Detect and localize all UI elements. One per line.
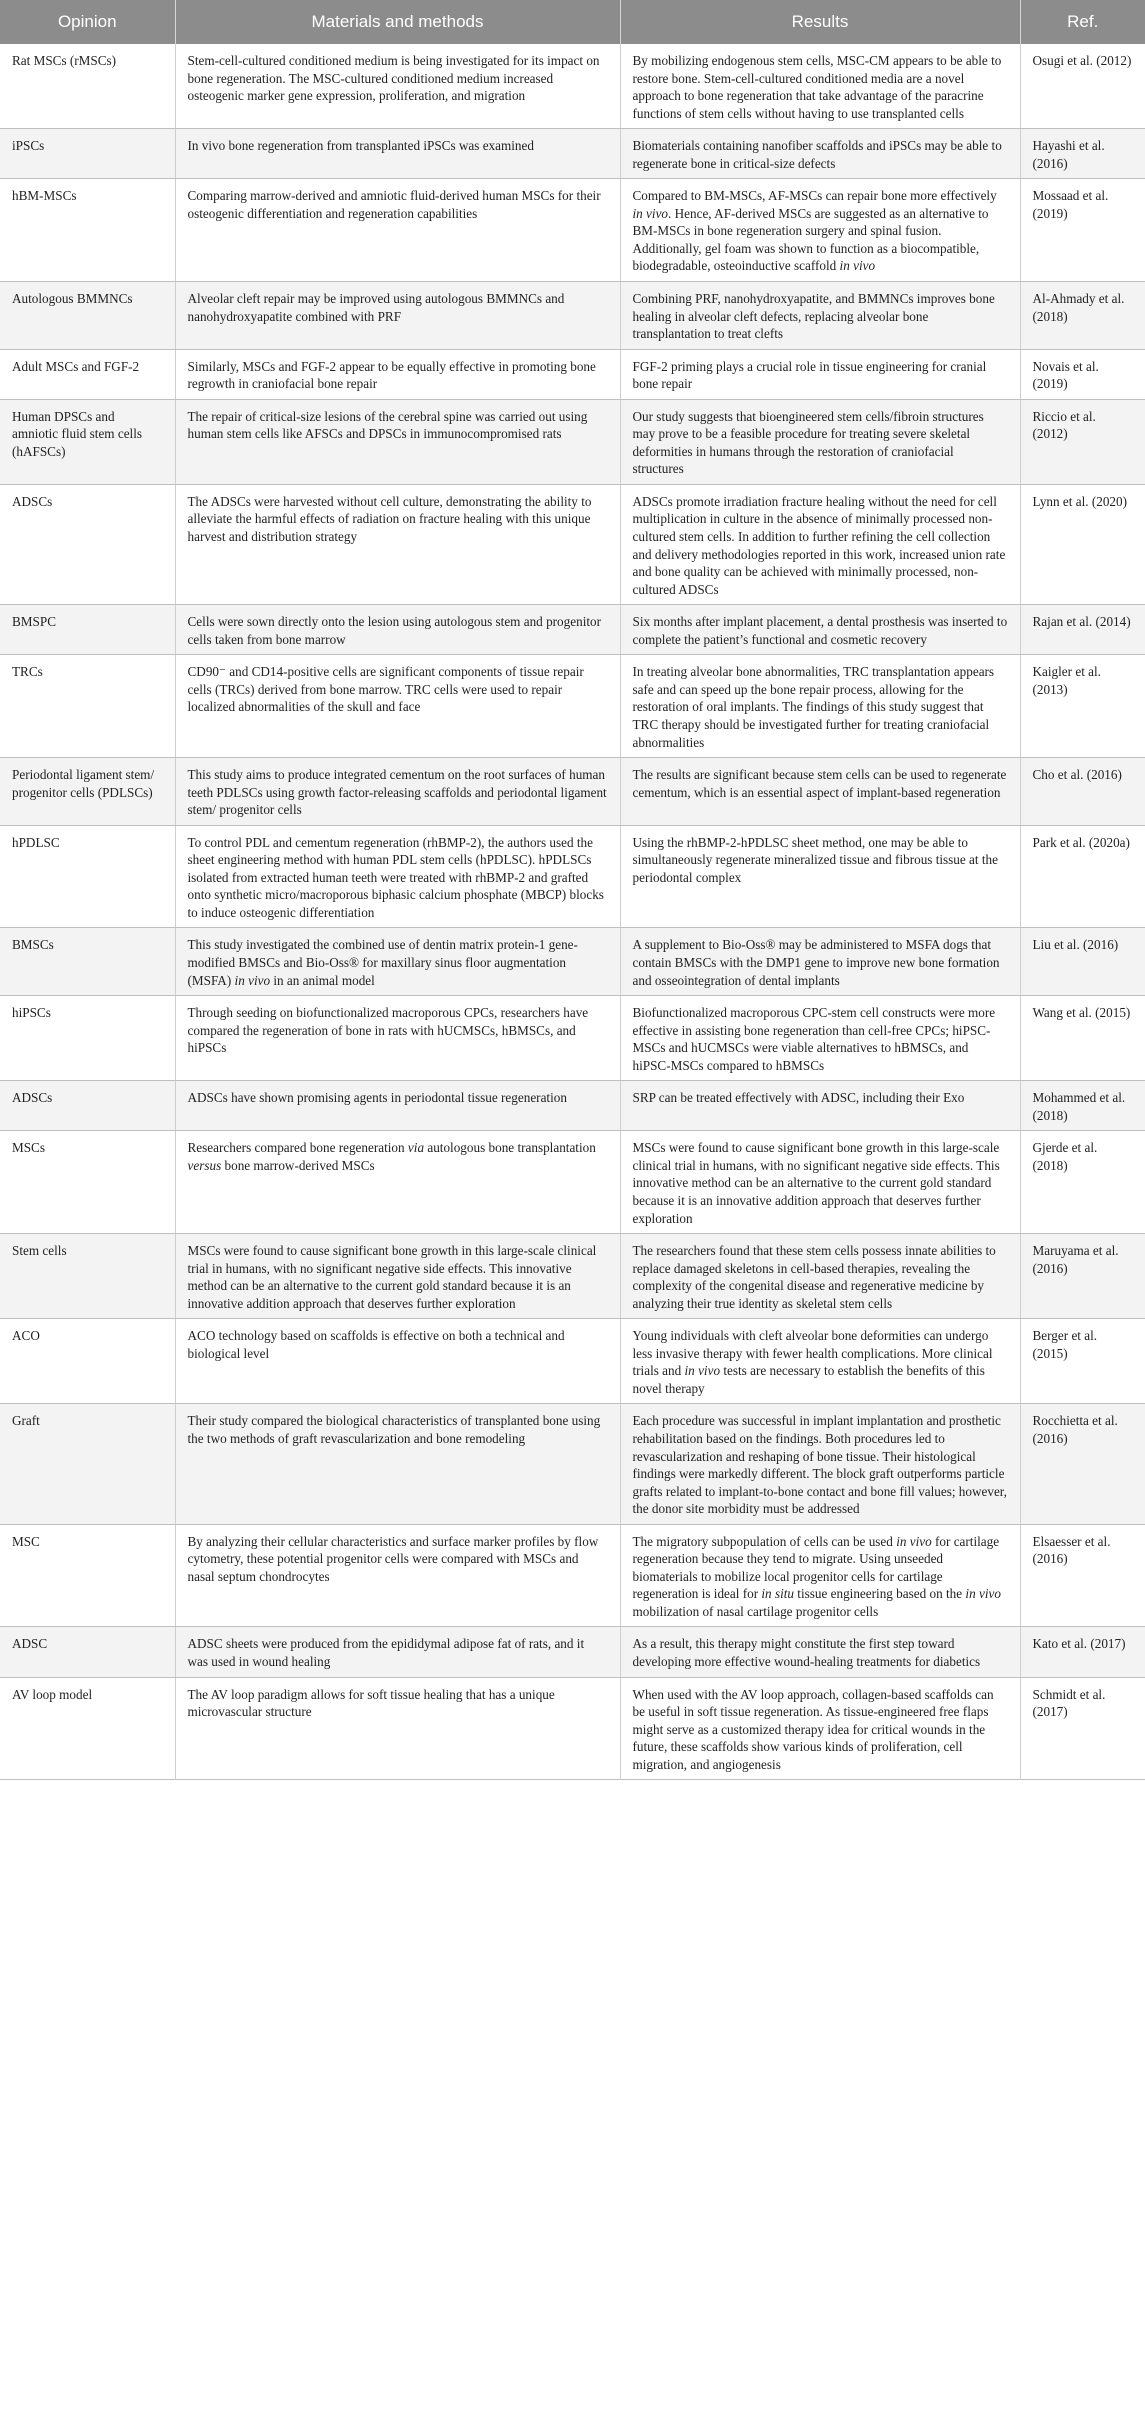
cell-materials-methods: The repair of critical-size lesions of the cerebral spine was carried out using human stem cells like AFSCs and DPSCs in immunocompromised rats xyxy=(175,399,620,484)
table-row xyxy=(0,282,1145,350)
cell-materials-methods: ADSC sheets were produced from the epididymal adipose fat of rats, and it was used in wound healing xyxy=(175,1627,620,1677)
cell-materials-methods: Comparing marrow-derived and amniotic fluid-derived human MSCs for their osteogenic differentiation and regeneration capabilities xyxy=(175,179,620,282)
table-row xyxy=(0,349,1145,399)
header-results: Results xyxy=(620,0,1020,44)
cell-ref: Gjerde et al. (2018) xyxy=(1020,1131,1145,1234)
cell-results: In treating alveolar bone abnormalities, TRC transplantation appears safe and can speed up the bone repair process, allowing for the restoration of oral implants. The findings of this study suggest that TRC therapy should be investigated further for treating craniofacial abnormalities xyxy=(620,655,1020,758)
cell-materials-methods: This study investigated the combined use of dentin matrix protein-1 gene-modified BMSCs and Bio-Oss® for maxillary sinus floor augmentation (MSFA) in vivo in an animal model xyxy=(175,928,620,996)
table-row xyxy=(0,484,1145,604)
table-row xyxy=(0,655,1145,758)
cell-ref: Lynn et al. (2020) xyxy=(1020,484,1145,604)
cell-opinion: iPSCs xyxy=(0,129,175,179)
cell-materials-methods: Through seeding on biofunctionalized macroporous CPCs, researchers have compared the regeneration of bone in rats with hUCMSCs, hBMSCs, and hiPSCs xyxy=(175,996,620,1081)
cell-results: Six months after implant placement, a dental prosthesis was inserted to complete the patient’s functional and cosmetic recovery xyxy=(620,605,1020,655)
cell-ref: Mossaad et al. (2019) xyxy=(1020,179,1145,282)
cell-materials-methods: Cells were sown directly onto the lesion using autologous stem and progenitor cells taken from bone marrow xyxy=(175,605,620,655)
cell-results: A supplement to Bio-Oss® may be administered to MSFA dogs that contain BMSCs with the DMP1 gene to improve new bone formation and osseointegration of dental implants xyxy=(620,928,1020,996)
cell-ref: Liu et al. (2016) xyxy=(1020,928,1145,996)
cell-results: When used with the AV loop approach, collagen-based scaffolds can be useful in soft tissue regeneration. As tissue-engineered free flaps might serve as a customized therapy idea for critical wounds in the future, these scaffolds show various kinds of proliferation, cell migration, and angiogenesis xyxy=(620,1677,1020,1780)
cell-results: The researchers found that these stem cells possess innate abilities to replace damaged skeletons in cell-based therapies, revealing the complexity of the congenital disease and regenerative medicine by analyzing their true identity as skeletal stem cells xyxy=(620,1234,1020,1319)
cell-opinion: ADSCs xyxy=(0,484,175,604)
cell-results: The results are significant because stem cells can be used to regenerate cementum, which is an essential aspect of implant-based regeneration xyxy=(620,758,1020,826)
table-row xyxy=(0,996,1145,1081)
cell-opinion: hBM-MSCs xyxy=(0,179,175,282)
cell-opinion: MSC xyxy=(0,1524,175,1627)
cell-ref: Osugi et al. (2012) xyxy=(1020,44,1145,129)
cell-opinion: Autologous BMMNCs xyxy=(0,282,175,350)
cell-ref: Berger et al. (2015) xyxy=(1020,1319,1145,1404)
cell-results: Combining PRF, nanohydroxyapatite, and BMMNCs improves bone healing in alveolar cleft defects, replacing alveolar bone transplantation to treat clefts xyxy=(620,282,1020,350)
cell-results: Our study suggests that bioengineered stem cells/fibroin structures may prove to be a feasible procedure for treating severe skeletal deformities in humans through the restoration of craniofacial structures xyxy=(620,399,1020,484)
cell-ref: Maruyama et al. (2016) xyxy=(1020,1234,1145,1319)
cell-opinion: Adult MSCs and FGF-2 xyxy=(0,349,175,399)
cell-materials-methods: In vivo bone regeneration from transplanted iPSCs was examined xyxy=(175,129,620,179)
table-header xyxy=(0,0,1145,44)
cell-ref: Wang et al. (2015) xyxy=(1020,996,1145,1081)
table-row xyxy=(0,1234,1145,1319)
cell-opinion: Graft xyxy=(0,1404,175,1524)
cell-results: Each procedure was successful in implant implantation and prosthetic rehabilitation based on the findings. Both procedures led to revascularization and reshaping of bone tissue. Their histological findings were markedly different. The block graft outperforms particle grafts related to implant-to-bone contact and bone fill values; however, the donor site morbidity must be addressed xyxy=(620,1404,1020,1524)
cell-materials-methods: The ADSCs were harvested without cell culture, demonstrating the ability to alleviate the harmful effects of radiation on fracture healing with this unique harvest and distribution strategy xyxy=(175,484,620,604)
cell-materials-methods: Researchers compared bone regeneration via autologous bone transplantation versus bone marrow-derived MSCs xyxy=(175,1131,620,1234)
cell-ref: Kaigler et al. (2013) xyxy=(1020,655,1145,758)
cell-results: Compared to BM-MSCs, AF-MSCs can repair bone more effectively in vivo. Hence, AF-derived MSCs are suggested as an alternative to BM-MSCs in bone regeneration surgery and spinal fusion. Additionally, gel foam was shown to function as a biocompatible, biodegradable, osteoinductive scaffold in vivo xyxy=(620,179,1020,282)
cell-ref: Novais et al. (2019) xyxy=(1020,349,1145,399)
cell-materials-methods: Their study compared the biological characteristics of transplanted bone using the two methods of graft revascularization and bone remodeling xyxy=(175,1404,620,1524)
cell-materials-methods: The AV loop paradigm allows for soft tissue healing that has a unique microvascular structure xyxy=(175,1677,620,1780)
cell-materials-methods: MSCs were found to cause significant bone growth in this large-scale clinical trial in humans, with no significant negative side effects. This innovative method can be an alternative to the current gold standard because it is an innovative addition approach that deserves further exploration xyxy=(175,1234,620,1319)
cell-opinion: MSCs xyxy=(0,1131,175,1234)
cell-results: The migratory subpopulation of cells can be used in vivo for cartilage regeneration because they tend to migrate. Using unseeded biomaterials to mobilize local progenitor cells for cartilage regeneration is ideal for in situ tissue engineering based on the in vivo mobilization of nasal cartilage progenitor cells xyxy=(620,1524,1020,1627)
cell-results: Biomaterials containing nanofiber scaffolds and iPSCs may be able to regenerate bone in critical-size defects xyxy=(620,129,1020,179)
cell-ref: Cho et al. (2016) xyxy=(1020,758,1145,826)
cell-materials-methods: ACO technology based on scaffolds is effective on both a technical and biological level xyxy=(175,1319,620,1404)
table-row xyxy=(0,1404,1145,1524)
table-row xyxy=(0,928,1145,996)
cell-opinion: hiPSCs xyxy=(0,996,175,1081)
table-row xyxy=(0,1319,1145,1404)
table-row xyxy=(0,179,1145,282)
cell-opinion: BMSCs xyxy=(0,928,175,996)
header-row xyxy=(0,0,1145,44)
cell-opinion: Human DPSCs and amniotic fluid stem cells (hAFSCs) xyxy=(0,399,175,484)
cell-ref: Rocchietta et al. (2016) xyxy=(1020,1404,1145,1524)
header-opinion: Opinion xyxy=(0,0,175,44)
cell-materials-methods: To control PDL and cementum regeneration (rhBMP-2), the authors used the sheet engineering method with human PDL stem cells (hPDLSC). hPDLSCs isolated from extracted human teeth were treated with rhBMP-2 and grafted onto synthetic micro/macroporous biphasic calcium phosphate (MBCP) blocks to induce osteogenic differentiation xyxy=(175,825,620,928)
cell-materials-methods: ADSCs have shown promising agents in periodontal tissue regeneration xyxy=(175,1081,620,1131)
cell-opinion: Stem cells xyxy=(0,1234,175,1319)
cell-ref: Hayashi et al. (2016) xyxy=(1020,129,1145,179)
cell-opinion: ACO xyxy=(0,1319,175,1404)
cell-results: Biofunctionalized macroporous CPC-stem cell constructs were more effective in assisting bone regeneration than cell-free CPCs; hiPSC-MSCs and hUCMSCs were viable alternatives to hBMSCs, and hiPSC-MSCs compared to hBMSCs xyxy=(620,996,1020,1081)
cell-opinion: hPDLSC xyxy=(0,825,175,928)
cell-opinion: BMSPC xyxy=(0,605,175,655)
cell-materials-methods: Alveolar cleft repair may be improved using autologous BMMNCs and nanohydroxyapatite combined with PRF xyxy=(175,282,620,350)
cell-ref: Kato et al. (2017) xyxy=(1020,1627,1145,1677)
cell-opinion: ADSC xyxy=(0,1627,175,1677)
table-row xyxy=(0,44,1145,129)
table-row xyxy=(0,825,1145,928)
cell-opinion: Periodontal ligament stem/ progenitor cells (PDLSCs) xyxy=(0,758,175,826)
cell-opinion: AV loop model xyxy=(0,1677,175,1780)
header-ref: Ref. xyxy=(1020,0,1145,44)
cell-ref: Schmidt et al. (2017) xyxy=(1020,1677,1145,1780)
cell-ref: Al-Ahmady et al. (2018) xyxy=(1020,282,1145,350)
table-row xyxy=(0,1627,1145,1677)
table-row xyxy=(0,758,1145,826)
cell-materials-methods: CD90⁻ and CD14-positive cells are significant components of tissue repair cells (TRCs) derived from bone marrow. TRC cells were used to repair localized abnormalities of the skull and face xyxy=(175,655,620,758)
cell-ref: Park et al. (2020a) xyxy=(1020,825,1145,928)
cell-results: Using the rhBMP-2-hPDLSC sheet method, one may be able to simultaneously regenerate mineralized tissue and fibrous tissue at the periodontal complex xyxy=(620,825,1020,928)
cell-results: MSCs were found to cause significant bone growth in this large-scale clinical trial in humans, with no significant negative side effects. This innovative method can be an alternative to the current gold standard because it is an innovative addition approach that deserves further exploration xyxy=(620,1131,1020,1234)
cell-opinion: ADSCs xyxy=(0,1081,175,1131)
cell-materials-methods: Similarly, MSCs and FGF-2 appear to be equally effective in promoting bone regrowth in craniofacial bone repair xyxy=(175,349,620,399)
cell-ref: Elsaesser et al. (2016) xyxy=(1020,1524,1145,1627)
cell-ref: Rajan et al. (2014) xyxy=(1020,605,1145,655)
table-row xyxy=(0,605,1145,655)
header-materials-methods: Materials and methods xyxy=(175,0,620,44)
cell-materials-methods: This study aims to produce integrated cementum on the root surfaces of human teeth PDLSCs using growth factor-releasing scaffolds and periodontal ligament stem/ progenitor cells xyxy=(175,758,620,826)
table-row xyxy=(0,129,1145,179)
cell-results: As a result, this therapy might constitute the first step toward developing more effective wound-healing treatments for diabetics xyxy=(620,1627,1020,1677)
cell-ref: Riccio et al. (2012) xyxy=(1020,399,1145,484)
cell-opinion: TRCs xyxy=(0,655,175,758)
table-row xyxy=(0,1677,1145,1780)
cell-ref: Mohammed et al. (2018) xyxy=(1020,1081,1145,1131)
table-body xyxy=(0,44,1145,1780)
table-row xyxy=(0,1524,1145,1627)
cell-results: By mobilizing endogenous stem cells, MSC-CM appears to be able to restore bone. Stem-cell-cultured conditioned media are a novel approach to bone regeneration that take advantage of the paracrine functions of stem cells without having to use transplanted cells xyxy=(620,44,1020,129)
cell-results: SRP can be treated effectively with ADSC, including their Exo xyxy=(620,1081,1020,1131)
cell-materials-methods: Stem-cell-cultured conditioned medium is being investigated for its impact on bone regeneration. The MSC-cultured conditioned medium increased osteogenic marker gene expression, proliferation, and migration xyxy=(175,44,620,129)
table-row xyxy=(0,1081,1145,1131)
table-row xyxy=(0,1131,1145,1234)
cell-materials-methods: By analyzing their cellular characteristics and surface marker profiles by flow cytometry, these potential progenitor cells were compared with MSCs and nasal septum chondrocytes xyxy=(175,1524,620,1627)
table-row xyxy=(0,399,1145,484)
cell-results: FGF-2 priming plays a crucial role in tissue engineering for cranial bone repair xyxy=(620,349,1020,399)
cell-results: Young individuals with cleft alveolar bone deformities can undergo less invasive therapy with fewer health complications. More clinical trials and in vivo tests are necessary to establish the benefits of this novel therapy xyxy=(620,1319,1020,1404)
cell-opinion: Rat MSCs (rMSCs) xyxy=(0,44,175,129)
cell-results: ADSCs promote irradiation fracture healing without the need for cell multiplication in culture in the absence of minimally processed non-cultured stem cells. In addition to further refining the cell collection and delivery methodologies reported in this work, increased union rate and bone quality can be achieved with minimally processed, non-cultured ADSCs xyxy=(620,484,1020,604)
